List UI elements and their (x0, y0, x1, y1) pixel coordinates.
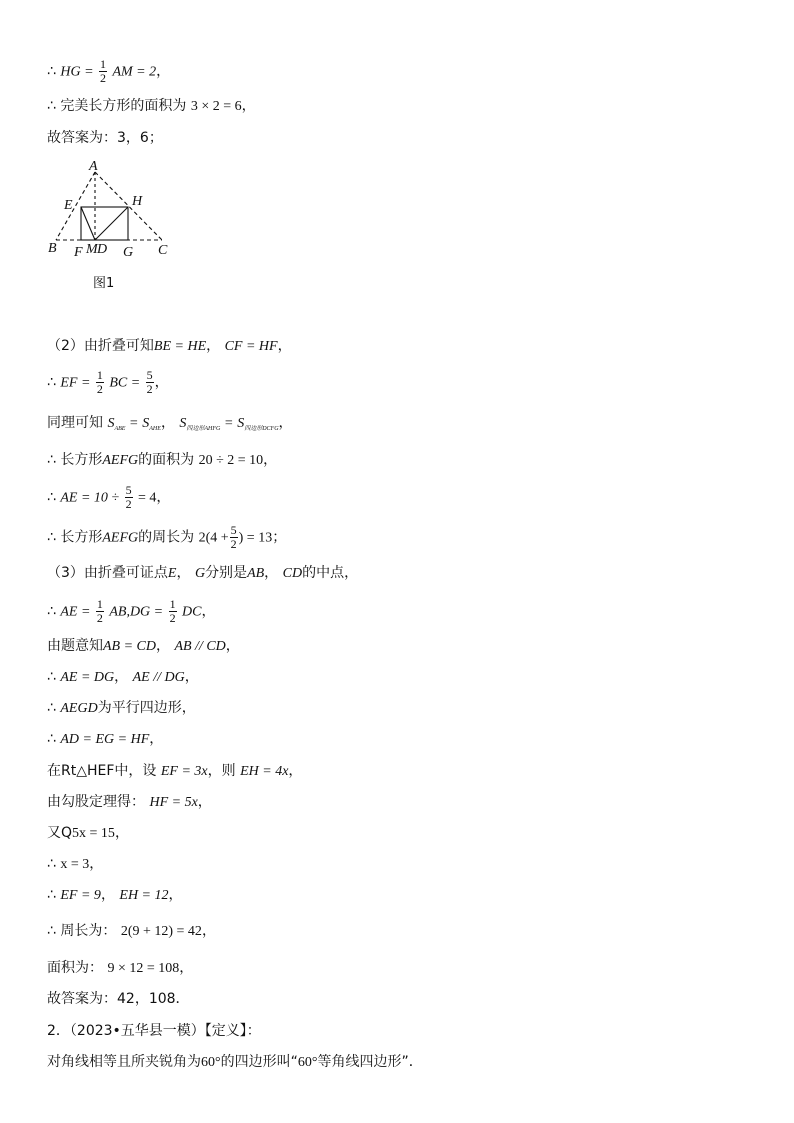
figure-caption: 图1 (93, 276, 115, 291)
line-ae-dg-parallel: ∴ AE = DG， AE // DG， (47, 669, 199, 685)
segment-em (81, 207, 95, 240)
geometry-figure (44, 156, 174, 266)
line-right-triangle: 在Rt△HEF中，设 EF = 3x，则 EH = 4x， (47, 763, 303, 779)
line-5x: 又Q5x = 15， (47, 825, 129, 841)
line-pythagoras: 由勾股定理得： HF = 5x， (47, 794, 212, 810)
line-answer-2: 故答案为：42，108． (47, 991, 190, 1007)
line-part-2: （2）由折叠可知BE = HE， CF = HF， (47, 338, 292, 354)
line-ae: ∴ AE = 10 ÷ $\frac{5}{2}$ = 4， (47, 483, 171, 511)
side-ab (56, 172, 95, 240)
line-x: ∴ x = 3， (47, 856, 104, 872)
label-m: M (86, 242, 98, 257)
line-ef-eh: ∴ EF = 9， EH = 12， (47, 887, 183, 903)
definition-text: 对角线相等且所夹锐角为60°的四边形叫“60°等角线四边形”． (47, 1054, 423, 1070)
label-b: B (48, 241, 57, 256)
line-answer-1: 故答案为：3，6； (47, 130, 163, 146)
line-ad-eg-hf: ∴ AD = EG = HF， (47, 731, 164, 747)
question-2-heading: 2．（2023•五华县一模）【定义】： (47, 1023, 261, 1039)
label-g: G (123, 245, 134, 260)
line-ef: ∴ EF = $\frac{1}{2}$ BC = $\frac{5}{2}$ ， (47, 368, 169, 396)
label-f: F (74, 245, 83, 260)
line-perfect-rect-area: ∴ 完美长方形的面积为 3 × 2 = 6， (47, 98, 256, 114)
line-hg: ∴ HG = $\frac{1}{2}$ AM = 2， (47, 57, 171, 85)
label-h: H (132, 194, 143, 209)
line-ae-dg: ∴ AE = $\frac{1}{2}$ AB,DG = $\frac{1}{2}$ DC， (47, 597, 216, 625)
label-d: D (97, 242, 108, 257)
label-c: C (158, 243, 168, 258)
label-a: A (89, 159, 98, 174)
line-same-reason: 同理可知 $S_{ABE} = S_{AHE}$， $S_{四边形AHFG} = S_{四边形DCFG}$， (47, 415, 293, 432)
fraction-half: $\frac{1}{2}$ (100, 57, 106, 85)
label-e: E (64, 198, 73, 213)
line-part-3: （3）由折叠可证点E， G分别是AB， CD的中点， (47, 565, 359, 581)
line-rect-perimeter: ∴ 长方形AEFG的周长为 2(4 + $\frac{5}{2}$ ) = 13； (47, 523, 287, 551)
line-ab-cd: 由题意知AB = CD， AB // CD， (47, 638, 240, 654)
line-rect-area: ∴ 长方形AEFG的面积为 20 ÷ 2 = 10， (47, 452, 278, 468)
line-area: 面积为： 9 × 12 = 108， (47, 960, 194, 976)
segment-hm (95, 207, 128, 240)
line-parallelogram: ∴ AEGD为平行四边形， (47, 700, 196, 716)
line-perimeter: ∴ 周长为： 2(9 + 12) = 42， (47, 923, 216, 939)
